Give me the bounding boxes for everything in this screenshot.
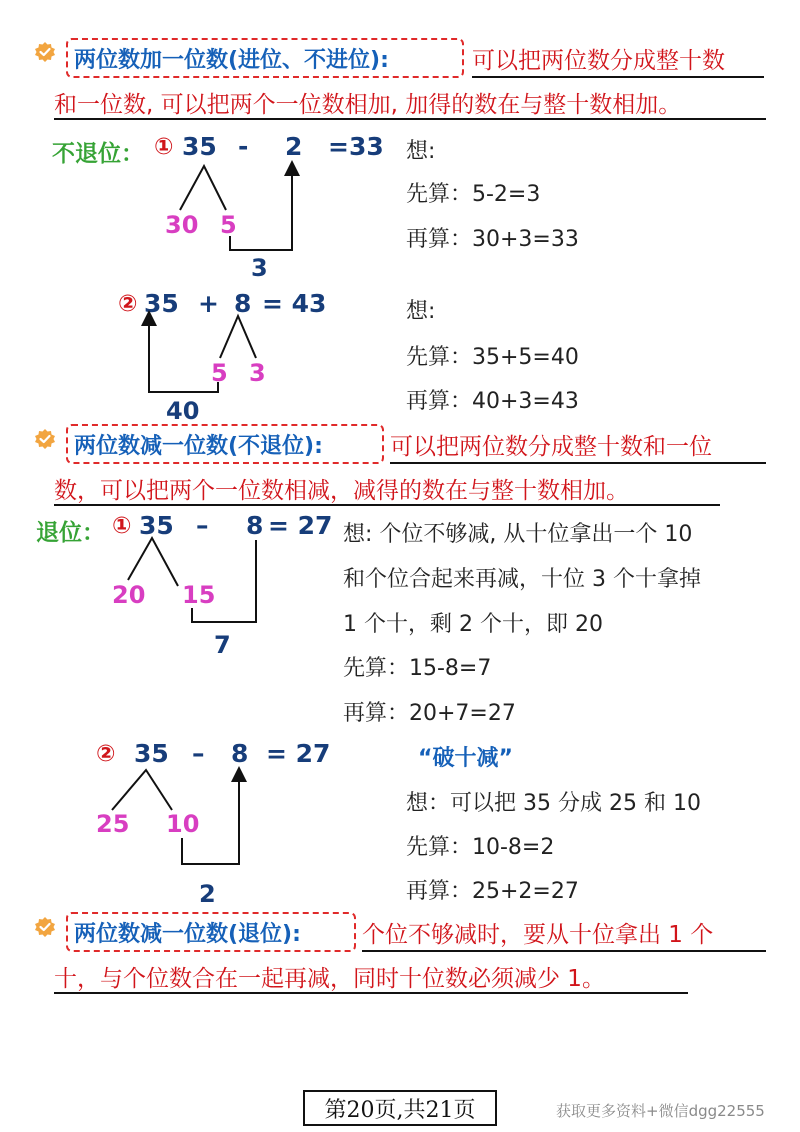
ex4-operand-b: 8: [231, 739, 249, 768]
ex1-step1: 先算：5-2=3: [406, 182, 541, 207]
page-number: 第20页,共21页: [303, 1090, 497, 1126]
ex2-operator: +: [198, 289, 219, 318]
ex4-bottom-result: 2: [199, 880, 216, 908]
circle-number: ①: [112, 513, 132, 539]
ex2-operand-b: 8: [234, 289, 252, 318]
section3-title: 两位数减一位数(退位):: [66, 912, 356, 952]
section2-title: 两位数减一位数(不退位):: [66, 424, 384, 464]
ex3-bottom-result: 7: [214, 631, 231, 659]
ex2-split-right: 3: [249, 359, 266, 387]
section2-desc-line2: 数，可以把两个一位数相减，减得的数在与整十数相加。: [54, 478, 629, 504]
ex2-think: 想:: [406, 299, 436, 324]
section3-desc-line1: 个位不够减时，要从十位拿出 1 个: [362, 922, 714, 948]
section3-desc-line2: 十，与个位数合在一起再减，同时十位数必须减少 1。: [54, 966, 605, 992]
borrow-label: 退位：: [36, 520, 105, 546]
ex1-bottom-result: 3: [251, 254, 268, 282]
ex4-operator: –: [192, 739, 205, 768]
ex2-result: = 43: [262, 289, 327, 318]
section2-desc-line1: 可以把两位数分成整十数和一位: [390, 434, 712, 460]
ex2-step1: 先算：35+5=40: [406, 345, 579, 370]
ex4-think: 想：可以把 35 分成 25 和 10: [406, 791, 701, 816]
ex1-think: 想:: [406, 139, 436, 164]
ex1-operand-b: 2: [285, 132, 303, 161]
no-borrow-label: 不退位：: [52, 141, 144, 167]
ex3-think-line1: 想: 个位不够减, 从十位拿出一个 10: [343, 522, 693, 547]
break-ten-method-label: “破十减”: [418, 746, 513, 771]
ex1-operator: -: [238, 132, 249, 161]
ex1-split-right: 5: [220, 211, 237, 239]
ex4-split-right: 10: [166, 810, 200, 838]
ex3-operator: –: [196, 511, 209, 540]
ex3-operand-b: 8: [246, 511, 264, 540]
ex3-step2: 再算：20+7=27: [343, 701, 516, 726]
section1-desc-line1: 可以把两位数分成整十数: [472, 48, 725, 74]
ex4-step1: 先算：10-8=2: [406, 835, 555, 860]
circle-number: ②: [96, 741, 116, 767]
ex3-operand-a: 35: [139, 511, 174, 540]
circle-number: ①: [154, 134, 174, 160]
ex3-split-right: 15: [182, 581, 216, 609]
ex1-split-left: 30: [165, 211, 199, 239]
section1-desc-line2: 和一位数, 可以把两个一位数相加, 加得的数在与整十数相加。: [54, 92, 682, 118]
watermark-text: 获取更多资料+微信dgg22555: [556, 1102, 765, 1120]
ex4-result: = 27: [266, 739, 331, 768]
circle-number: ②: [118, 291, 138, 317]
ex3-result: = 27: [268, 511, 333, 540]
section1-title: 两位数加一位数(进位、不进位):: [66, 38, 464, 78]
ex1-operand-a: 35: [182, 132, 217, 161]
ex1-result: =33: [328, 132, 384, 161]
ex1-step2: 再算：30+3=33: [406, 227, 579, 252]
ex4-operand-a: 35: [134, 739, 169, 768]
ex4-split-left: 25: [96, 810, 130, 838]
ex3-step1: 先算：15-8=7: [343, 656, 492, 681]
ex3-think-line2: 和个位合起来再减，十位 3 个十拿掉: [343, 567, 701, 592]
ex3-split-left: 20: [112, 581, 146, 609]
ex2-step2: 再算：40+3=43: [406, 389, 579, 414]
ex4-step2: 再算：25+2=27: [406, 879, 579, 904]
ex2-operand-a: 35: [144, 289, 179, 318]
ex2-bottom-result: 40: [166, 397, 200, 425]
ex2-split-left: 5: [211, 359, 228, 387]
ex3-think-line3: 1 个十，剩 2 个十，即 20: [343, 612, 603, 637]
